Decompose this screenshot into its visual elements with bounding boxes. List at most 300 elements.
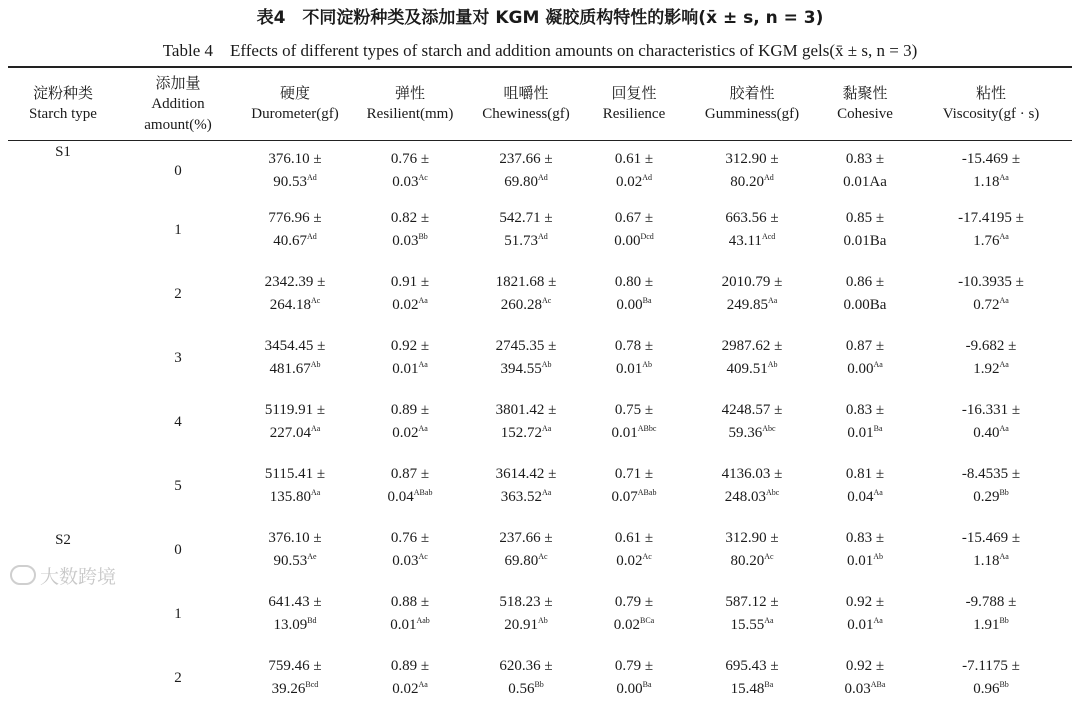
sd-line <box>352 230 468 253</box>
significance-letters: Ad <box>763 173 774 182</box>
sd-line <box>238 550 352 573</box>
value-cell <box>468 140 584 198</box>
value-cell <box>352 454 468 518</box>
significance-letters: Aab <box>416 616 430 625</box>
sd-line <box>584 678 684 701</box>
sd-value: 0.01 <box>846 553 874 569</box>
mean-value: 5119.91 ± <box>264 402 326 418</box>
value-cell <box>820 198 910 262</box>
mean-value: 376.10 ± <box>268 530 322 546</box>
significance-letters: Ad <box>306 232 317 241</box>
watermark: 大数跨境 <box>10 562 116 589</box>
col-viscosity: 粘性 Viscosity(gf · s) <box>942 84 1040 122</box>
sd-line <box>584 230 684 253</box>
significance-letters: Ab <box>873 552 884 561</box>
sd-value: 0.03 <box>392 553 419 569</box>
sd-value: 0.96 <box>973 681 1000 697</box>
value-cell <box>820 582 910 646</box>
significance-letters: ABbc <box>637 424 657 433</box>
mean-value: 0.61 ± <box>614 151 654 167</box>
value-cell <box>238 646 352 710</box>
mean-value: -8.4535 ± <box>961 466 1021 482</box>
sd-value: 15.55 <box>730 617 765 633</box>
mean-value: -15.469 ± <box>961 151 1021 167</box>
starch-type-cell <box>8 646 118 710</box>
sd-line <box>684 614 820 637</box>
sd-value: 227.04 <box>269 425 311 441</box>
sd-line <box>820 294 910 317</box>
significance-letters: Ba <box>764 680 774 689</box>
mean-value: 0.76 ± <box>390 151 430 167</box>
value-cell <box>238 454 352 518</box>
table-row <box>8 326 1072 390</box>
sd-line <box>910 230 1072 253</box>
mean-value: 776.96 ± <box>268 210 322 226</box>
significance-letters: Ac <box>310 296 321 305</box>
addition-amount-cell: 2 <box>174 669 182 686</box>
significance-letters: Bd <box>307 616 317 625</box>
value-cell <box>468 198 584 262</box>
sd-value: 0.72 <box>973 297 1000 313</box>
mean-value: 0.78 ± <box>614 338 654 354</box>
starch-type-cell: S1 <box>55 144 71 160</box>
sd-line <box>684 171 820 194</box>
sd-value: 0.02 <box>392 681 419 697</box>
mean-value: 0.83 ± <box>845 151 885 167</box>
sd-value: 0.03 <box>392 174 419 190</box>
sd-line <box>584 614 684 637</box>
significance-letters: ABab <box>637 488 657 497</box>
significance-letters: ABab <box>413 488 433 497</box>
sd-line <box>820 678 910 701</box>
sd-line <box>820 550 910 573</box>
significance-letters: ABa <box>870 680 886 689</box>
value-cell <box>910 518 1072 582</box>
sd-value: 51.73 <box>504 233 538 249</box>
value-cell <box>684 454 820 518</box>
value-cell <box>584 262 684 326</box>
mean-value: 0.61 ± <box>614 530 654 546</box>
value-cell <box>820 518 910 582</box>
value-cell <box>352 198 468 262</box>
sd-value: 249.85 <box>726 297 768 313</box>
value-cell <box>684 390 820 454</box>
sd-value: 0.01 <box>847 425 874 441</box>
sd-value: 20.91 <box>504 617 538 633</box>
sd-line <box>910 171 1072 194</box>
mean-value: 0.71 ± <box>614 466 654 482</box>
mean-value: 3801.42 ± <box>495 402 557 418</box>
table-row <box>8 262 1072 326</box>
value-cell <box>238 198 352 262</box>
col-cohesive: 黏聚性 Cohesive <box>837 84 893 122</box>
value-cell <box>352 582 468 646</box>
table-caption-en: Table 4 Effects of different types of starch and addition amounts on characteristics of KGM gels(x̄ ± s, n = 3) <box>162 41 918 60</box>
sd-line <box>910 294 1072 317</box>
sd-value: 0.00Ba <box>843 297 887 313</box>
significance-letters: Acd <box>761 232 776 241</box>
col-durometer: 硬度 Durometer(gf) <box>251 84 339 122</box>
table-row <box>8 646 1072 710</box>
starch-type-cell <box>8 262 118 326</box>
sd-value: 43.11 <box>728 233 762 249</box>
value-cell <box>910 454 1072 518</box>
value-cell <box>910 646 1072 710</box>
value-cell <box>684 518 820 582</box>
sd-value: 0.01Ba <box>843 233 887 249</box>
sd-value: 1.76 <box>973 233 1000 249</box>
mean-value: 312.90 ± <box>725 530 779 546</box>
sd-value: 15.48 <box>730 681 765 697</box>
mean-value: 0.87 ± <box>390 466 430 482</box>
sd-line <box>910 422 1072 445</box>
significance-letters: Aa <box>873 488 883 497</box>
sd-value: 0.03 <box>844 681 871 697</box>
sd-value: 69.80 <box>504 174 538 190</box>
significance-letters: Bb <box>534 680 544 689</box>
mean-value: 2342.39 ± <box>264 274 326 290</box>
mean-value: 0.88 ± <box>390 594 430 610</box>
value-cell <box>684 326 820 390</box>
significance-letters: Aa <box>418 296 428 305</box>
mean-value: 620.36 ± <box>499 658 553 674</box>
table-row <box>8 198 1072 262</box>
significance-letters: Ad <box>537 232 548 241</box>
sd-line <box>910 358 1072 381</box>
value-cell <box>238 582 352 646</box>
sd-value: 0.56 <box>508 681 535 697</box>
starch-type-cell <box>8 582 118 646</box>
sd-line <box>584 550 684 573</box>
significance-letters: Ad <box>306 173 317 182</box>
value-cell <box>684 140 820 198</box>
addition-amount-cell: 1 <box>174 221 182 238</box>
significance-letters: Aa <box>541 488 552 497</box>
sd-line <box>468 486 584 509</box>
significance-letters: Bb <box>999 616 1009 625</box>
sd-value: 0.01 <box>611 425 638 441</box>
sd-line <box>468 678 584 701</box>
value-cell <box>584 582 684 646</box>
header-row <box>8 68 1072 140</box>
mean-value: 237.66 ± <box>499 530 553 546</box>
col-resilience: 回复性 Resilience <box>602 84 666 122</box>
sd-value: 90.53 <box>273 174 307 190</box>
significance-letters: Bb <box>999 488 1009 497</box>
significance-letters: Abc <box>765 488 780 497</box>
value-cell <box>238 140 352 198</box>
col-gumminess: 胶着性 Gumminess(gf) <box>704 84 800 122</box>
significance-letters: Aa <box>873 616 883 625</box>
sd-line <box>238 678 352 701</box>
significance-letters: Ab <box>642 360 653 369</box>
sd-value: 394.55 <box>500 361 542 377</box>
mean-value: 0.87 ± <box>845 338 885 354</box>
starch-type-cell: S2 <box>55 532 71 548</box>
significance-letters: Ab <box>541 360 552 369</box>
value-cell <box>820 454 910 518</box>
significance-letters: Aa <box>418 680 428 689</box>
value-cell <box>584 454 684 518</box>
sd-line <box>910 486 1072 509</box>
sd-value: 0.04 <box>847 489 874 505</box>
value-cell <box>468 454 584 518</box>
mean-value: 0.92 ± <box>845 658 885 674</box>
mean-value: 0.79 ± <box>614 658 654 674</box>
addition-amount-cell: 2 <box>174 285 182 302</box>
sd-value: 0.02 <box>392 297 419 313</box>
sd-line <box>352 678 468 701</box>
sd-line <box>352 171 468 194</box>
sd-value: 80.20 <box>730 553 765 569</box>
mean-value: 663.56 ± <box>725 210 779 226</box>
value-cell <box>468 646 584 710</box>
value-cell <box>468 326 584 390</box>
addition-amount-cell: 0 <box>174 162 182 179</box>
significance-letters: Aa <box>999 232 1009 241</box>
sd-value: 0.02 <box>392 425 419 441</box>
sd-line <box>352 422 468 445</box>
sd-value: 0.00 <box>847 361 874 377</box>
mean-value: -9.788 ± <box>965 594 1017 610</box>
sd-line <box>238 422 352 445</box>
sd-line <box>684 422 820 445</box>
sd-line <box>584 171 684 194</box>
mean-value: 0.91 ± <box>390 274 430 290</box>
significance-letters: Abc <box>762 424 776 433</box>
value-cell <box>910 582 1072 646</box>
mean-value: 3614.42 ± <box>495 466 557 482</box>
sd-line <box>820 358 910 381</box>
addition-amount-cell: 5 <box>174 477 182 494</box>
significance-letters: Ac <box>418 552 428 561</box>
sd-value: 0.02 <box>616 553 643 569</box>
mean-value: 376.10 ± <box>268 151 322 167</box>
sd-line <box>238 171 352 194</box>
sd-value: 0.40 <box>973 425 1000 441</box>
significance-letters: Dcd <box>640 232 654 241</box>
sd-value: 264.18 <box>269 297 311 313</box>
mean-value: 0.83 ± <box>845 402 885 418</box>
sd-line <box>584 358 684 381</box>
sd-line <box>468 550 584 573</box>
sd-line <box>910 678 1072 701</box>
sd-value: 0.00 <box>616 681 643 697</box>
starch-type-cell <box>8 198 118 262</box>
significance-letters: Aa <box>999 552 1009 561</box>
mean-value: 237.66 ± <box>499 151 553 167</box>
value-cell <box>468 582 584 646</box>
mean-value: 3454.45 ± <box>264 338 326 354</box>
value-cell <box>352 518 468 582</box>
mean-value: -15.469 ± <box>961 530 1021 546</box>
value-cell <box>910 140 1072 198</box>
mean-value: 0.89 ± <box>390 402 430 418</box>
value-cell <box>584 326 684 390</box>
table-row <box>8 518 1072 582</box>
sd-line <box>238 294 352 317</box>
value-cell <box>584 390 684 454</box>
significance-letters: Aa <box>310 488 321 497</box>
sd-value: 0.03 <box>392 233 419 249</box>
significance-letters: Ad <box>642 173 653 182</box>
value-cell <box>684 262 820 326</box>
significance-letters: Bb <box>999 680 1009 689</box>
mean-value: 312.90 ± <box>725 151 779 167</box>
significance-letters: Aa <box>999 424 1009 433</box>
table-row <box>8 390 1072 454</box>
significance-letters: Aa <box>418 360 428 369</box>
mean-value: 542.71 ± <box>499 210 553 226</box>
sd-value: 0.01Aa <box>843 174 887 190</box>
sd-line <box>468 171 584 194</box>
mean-value: 0.89 ± <box>390 658 430 674</box>
mean-value: 0.92 ± <box>845 594 885 610</box>
mean-value: 0.92 ± <box>390 338 430 354</box>
mean-value: 4136.03 ± <box>721 466 783 482</box>
sd-value: 1.18 <box>973 553 1000 569</box>
sd-value: 90.53 <box>273 553 308 569</box>
table-row <box>8 582 1072 646</box>
significance-letters: Aa <box>999 296 1009 305</box>
table-row <box>8 140 1072 198</box>
sd-line <box>238 486 352 509</box>
sd-line <box>352 550 468 573</box>
significance-letters: Aa <box>418 424 428 433</box>
value-cell <box>584 646 684 710</box>
mean-value: 518.23 ± <box>499 594 553 610</box>
mean-value: 0.79 ± <box>614 594 654 610</box>
starch-type-cell <box>8 390 118 454</box>
sd-line <box>468 294 584 317</box>
value-cell <box>352 262 468 326</box>
significance-letters: Aa <box>999 360 1009 369</box>
addition-amount-cell: 1 <box>174 605 182 622</box>
sd-value: 0.01 <box>390 617 417 633</box>
addition-amount-cell: 0 <box>174 541 182 558</box>
col-resilient: 弹性 Resilient(mm) <box>366 84 454 122</box>
significance-letters: Aa <box>767 296 778 305</box>
sd-line <box>910 550 1072 573</box>
sd-value: 0.01 <box>847 617 874 633</box>
table-caption-cn: 表4 不同淀粉种类及添加量对 KGM 凝胶质构特性的影响(x̄ ± s, n = 3) <box>256 8 824 28</box>
mean-value: 0.80 ± <box>614 274 654 290</box>
sd-value: 248.03 <box>724 489 766 505</box>
value-cell <box>820 326 910 390</box>
mean-value: 0.76 ± <box>390 530 430 546</box>
mean-value: 641.43 ± <box>268 594 322 610</box>
significance-letters: Aa <box>873 360 883 369</box>
value-cell <box>352 646 468 710</box>
value-cell <box>684 582 820 646</box>
mean-value: -16.331 ± <box>961 402 1021 418</box>
significance-letters: Ba <box>642 296 652 305</box>
sd-line <box>684 678 820 701</box>
significance-letters: Ac <box>418 173 428 182</box>
sd-line <box>820 422 910 445</box>
sd-line <box>684 294 820 317</box>
sd-value: 409.51 <box>726 361 768 377</box>
sd-line <box>468 358 584 381</box>
sd-line <box>352 486 468 509</box>
mean-value: 4248.57 ± <box>721 402 783 418</box>
sd-line <box>352 358 468 381</box>
significance-letters: BCa <box>640 616 655 625</box>
data-table <box>8 68 1072 710</box>
value-cell <box>820 262 910 326</box>
table-row <box>8 454 1072 518</box>
sd-value: 363.52 <box>500 489 542 505</box>
value-cell <box>352 390 468 454</box>
sd-line <box>352 294 468 317</box>
mean-value: 0.67 ± <box>614 210 654 226</box>
value-cell <box>584 198 684 262</box>
significance-letters: Bcd <box>305 680 319 689</box>
starch-type-cell <box>8 326 118 390</box>
value-cell <box>584 518 684 582</box>
sd-line <box>684 486 820 509</box>
value-cell <box>238 262 352 326</box>
mean-value: 0.85 ± <box>845 210 885 226</box>
sd-line <box>820 171 910 194</box>
sd-line <box>820 486 910 509</box>
sd-line <box>352 614 468 637</box>
significance-letters: Ac <box>764 552 774 561</box>
sd-value: 0.02 <box>613 617 640 633</box>
sd-value: 80.20 <box>730 174 764 190</box>
significance-letters: Aa <box>310 424 321 433</box>
sd-line <box>910 614 1072 637</box>
mean-value: 1821.68 ± <box>495 274 557 290</box>
addition-amount-cell: 3 <box>174 349 182 366</box>
sd-value: 13.09 <box>273 617 308 633</box>
mean-value: 0.81 ± <box>845 466 885 482</box>
sd-value: 59.36 <box>728 425 763 441</box>
value-cell <box>238 390 352 454</box>
significance-letters: Ab <box>310 360 321 369</box>
significance-letters: Ac <box>538 552 548 561</box>
mean-value: 587.12 ± <box>725 594 779 610</box>
sd-value: 0.29 <box>973 489 1000 505</box>
sd-line <box>468 230 584 253</box>
sd-value: 0.00 <box>614 233 641 249</box>
mean-value: -17.4195 ± <box>958 210 1024 226</box>
sd-value: 260.28 <box>500 297 542 313</box>
sd-line <box>468 422 584 445</box>
sd-line <box>820 614 910 637</box>
value-cell <box>352 326 468 390</box>
sd-line <box>820 230 910 253</box>
sd-line <box>584 294 684 317</box>
significance-letters: Ba <box>873 424 883 433</box>
value-cell <box>468 262 584 326</box>
sd-line <box>684 550 820 573</box>
mean-value: 5115.41 ± <box>264 466 326 482</box>
value-cell <box>820 390 910 454</box>
sd-value: 0.04 <box>387 489 414 505</box>
significance-letters: Ac <box>642 552 652 561</box>
value-cell <box>820 140 910 198</box>
mean-value: 695.43 ± <box>725 658 779 674</box>
mean-value: 759.46 ± <box>268 658 322 674</box>
col-addition: 添加量 Addition amount(%) <box>144 73 212 133</box>
value-cell <box>238 518 352 582</box>
sd-value: 135.80 <box>269 489 311 505</box>
value-cell <box>352 140 468 198</box>
sd-line <box>468 614 584 637</box>
significance-letters: Ac <box>541 296 552 305</box>
mean-value: 0.82 ± <box>390 210 430 226</box>
